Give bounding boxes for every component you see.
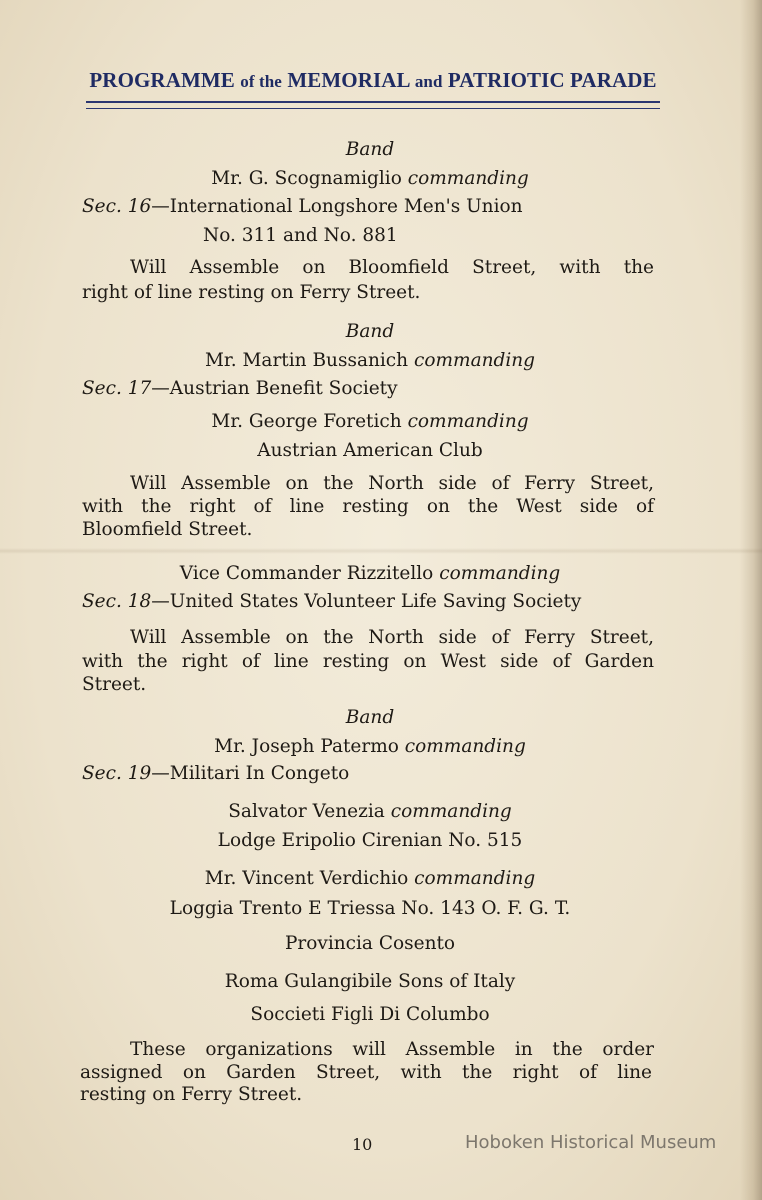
assembly-text: Will Assemble on the North side of Ferry Street,	[130, 627, 654, 648]
commanding-word: commanding	[407, 168, 529, 189]
commanding-word: commanding	[390, 801, 512, 822]
organization-name: Lodge Eripolio Cirenian No. 515	[217, 830, 523, 851]
assembly-text: Bloomfield Street.	[82, 519, 253, 540]
organization-name: Provincia Cosento	[284, 933, 456, 954]
section-label: Sec. 16	[82, 196, 152, 217]
assembly-text: with the right of line resting on West side of Garden	[82, 651, 654, 672]
commander-name: Mr. Vincent Verdichio	[204, 868, 409, 889]
assembly-text: assigned on Garden Street, with the right of line	[80, 1062, 652, 1083]
museum-watermark: Hoboken Historical Museum	[465, 1132, 717, 1153]
commander-name: Salvator Venezia	[228, 801, 385, 822]
assembly-text: right of line resting on Ferry Street.	[82, 282, 421, 303]
organization-name: —Militari In Congeto	[151, 763, 350, 784]
organization-name: Roma Gulangibile Sons of Italy	[224, 971, 516, 992]
commander-line	[0, 411, 740, 433]
commanding-word: commanding	[404, 736, 526, 757]
band-heading: Band	[345, 321, 395, 342]
page-number: 10	[352, 1135, 373, 1154]
commander-line	[0, 563, 740, 585]
section-line	[82, 196, 523, 218]
organization-name: —United States Volunteer Life Saving Society	[151, 591, 582, 612]
commander-line	[0, 168, 740, 190]
band-heading: Band	[345, 707, 395, 728]
commander-line	[0, 801, 740, 823]
commander-line	[0, 350, 740, 372]
band-heading: Band	[345, 139, 395, 160]
commanding-word: commanding	[414, 868, 536, 889]
header-word: PATRIOTIC PARADE	[447, 68, 657, 92]
assembly-text: resting on Ferry Street.	[80, 1084, 303, 1105]
section-line	[82, 591, 581, 613]
organization-name: No. 311 and No. 881	[203, 225, 398, 246]
section-label: Sec. 18	[82, 591, 152, 612]
organization-name: Austrian American Club	[257, 440, 483, 461]
header-rule-thin	[86, 108, 660, 109]
section-label: Sec. 17	[82, 378, 152, 399]
commanding-word: commanding	[407, 411, 529, 432]
section-line	[82, 763, 349, 785]
assembly-text: These organizations will Assemble in the order	[130, 1039, 654, 1060]
header-word: and	[414, 72, 443, 91]
organization-name: —International Longshore Men's Union	[151, 196, 523, 217]
commander-line	[0, 736, 740, 758]
organization-name: Loggia Trento E Triessa No. 143 O. F. G. T.	[169, 898, 571, 919]
header-word: of the	[240, 72, 282, 91]
assembly-text: Street.	[82, 674, 147, 695]
page-header-title	[86, 68, 660, 93]
header-word: MEMORIAL	[287, 68, 410, 92]
assembly-text: with the right of line resting on the West side of	[82, 496, 654, 517]
assembly-text: Will Assemble on Bloomfield Street, with the	[130, 257, 654, 278]
header-word: PROGRAMME	[89, 68, 235, 92]
commander-name: Vice Commander Rizzitello	[179, 563, 434, 584]
section-label: Sec. 19	[82, 763, 152, 784]
commander-name: Mr. Joseph Patermo	[214, 736, 399, 757]
page-edge-shadow	[740, 0, 762, 1200]
organization-name: Soccieti Figli Di Columbo	[250, 1004, 490, 1025]
assembly-text: Will Assemble on the North side of Ferry Street,	[130, 473, 654, 494]
commanding-word: commanding	[439, 563, 561, 584]
section-line	[82, 378, 398, 400]
commander-name: Mr. George Foretich	[211, 411, 402, 432]
header-rule-thick	[86, 101, 660, 103]
commander-line	[0, 868, 740, 890]
commander-name: Mr. G. Scognamiglio	[211, 168, 402, 189]
commanding-word: commanding	[413, 350, 536, 371]
organization-name: —Austrian Benefit Society	[151, 378, 398, 399]
commander-name: Mr. Martin Bussanich	[204, 350, 409, 371]
page-fold	[0, 548, 762, 554]
